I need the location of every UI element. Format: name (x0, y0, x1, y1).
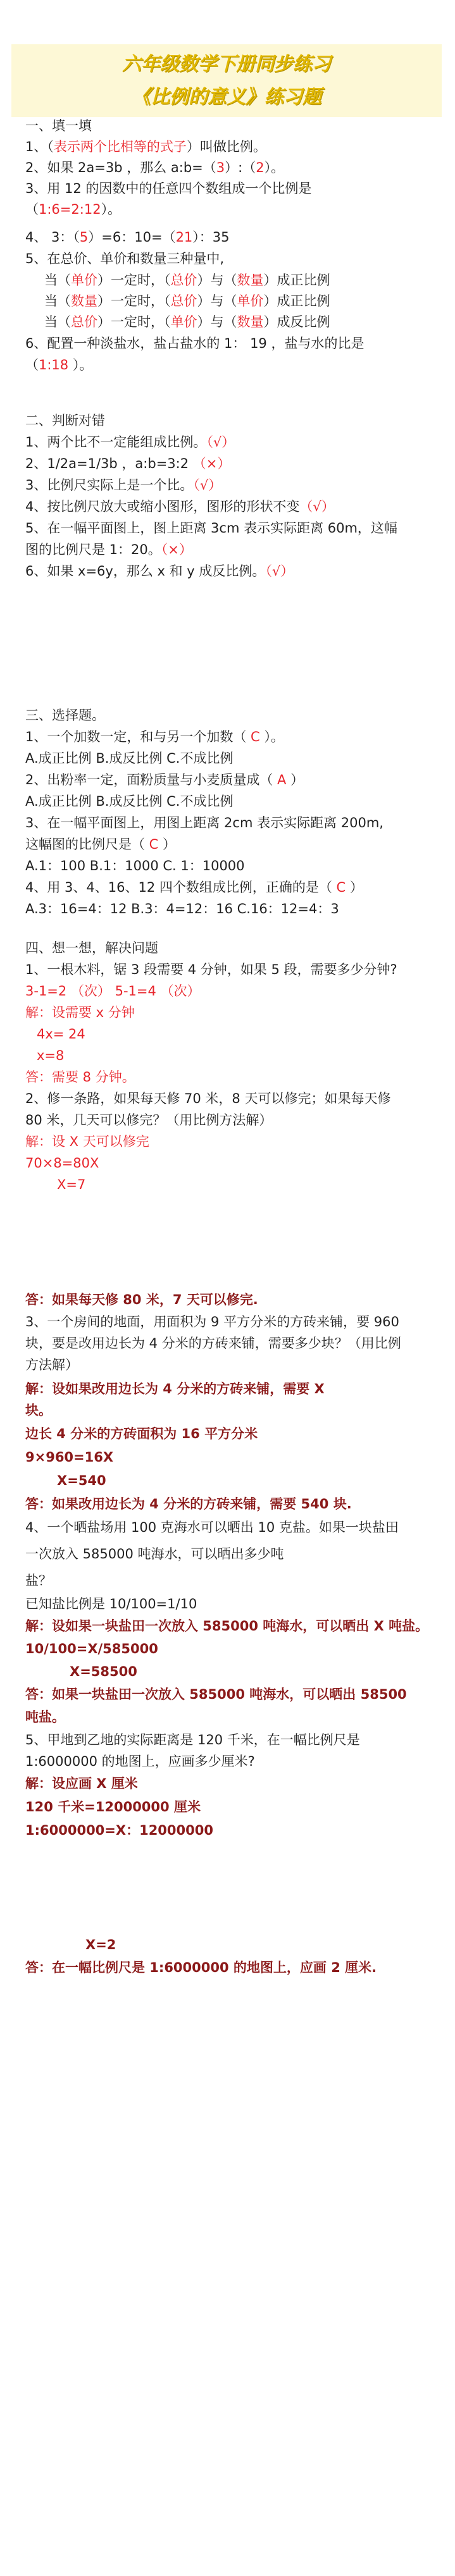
answer: （×） (161, 542, 192, 557)
text: 当（ (44, 273, 71, 288)
s4-question-4-line4: 已知盐比例是 10/100=1/10 (25, 1596, 197, 1612)
title-line-2: 《比例的意义》练习题 (132, 86, 321, 108)
text: ）成正比例 (263, 273, 330, 288)
s4-question-4-line2: 一次放入 585000 吨海水，可以晒出多少吨 (25, 1546, 284, 1562)
answer: A (273, 772, 291, 787)
s2-question-6 (25, 562, 294, 581)
title-banner (11, 44, 442, 117)
s4-q5-answer-4: X=2 (85, 1937, 116, 1952)
s4-question-3-line1: 3、一个房间的地面，用面积为 9 平方分米的方砖来铺，要 960 (25, 1314, 399, 1329)
s3-question-4-options: A.3：16=4：12 B.3：4=12：16 C.16：12=4：3 (25, 901, 339, 916)
text: （ (25, 202, 39, 217)
text: ）一定时，（ (97, 314, 171, 330)
text: 当（ (44, 293, 71, 309)
s4-q3-answer-5: 答：如果改用边长为 4 分米的方砖来铺，需要 540 块. (25, 1496, 352, 1512)
text: ）成正比例 (263, 293, 330, 309)
s4-question-2-line1: 2、修一条路，如果每天修 70 米，8 天可以修完；如果每天修 (25, 1091, 391, 1106)
s4-question-4-line3: 盐？ (25, 1573, 52, 1588)
text: 1、两个比不一定能组成比例。 (25, 434, 207, 450)
s1-question-5a (44, 271, 330, 290)
s3-question-4 (25, 878, 363, 897)
s1-question-3-line2 (25, 200, 121, 219)
text: ）:（ (225, 160, 256, 175)
text: ）与（ (197, 273, 237, 288)
text: 当（ (44, 314, 71, 330)
answer: 单价 (170, 314, 197, 330)
text: 2、1/2a=1/3b ，a:b=3:2 (25, 456, 193, 471)
answer: 总价 (170, 273, 197, 288)
text: ）一定时，（ (97, 293, 171, 309)
s2-question-3 (25, 476, 221, 495)
s4-q3-answer-4: X=540 (57, 1473, 106, 1488)
answer: 总价 (170, 293, 197, 309)
answer: C (246, 729, 265, 744)
answer: C (332, 880, 350, 895)
answer: 数量 (237, 273, 264, 288)
s4-q5-answer-3: 1:6000000=X：12000000 (25, 1823, 213, 1838)
answer: 总价 (71, 314, 97, 330)
text: ） (290, 772, 304, 787)
s4-q5-answer-5: 答：在一幅比例尺是 1:6000000 的地图上，应画 2 厘米. (25, 1960, 377, 1975)
section-3-heading: 三、选择题。 (25, 708, 105, 723)
section-2-heading: 二、判断对错 (25, 413, 105, 428)
text: ）。 (68, 357, 93, 373)
s4-q1-answer-5: 答：需要 8 分钟。 (25, 1069, 135, 1085)
text: ） (163, 837, 177, 852)
s4-q4-answer-4b: 吨盐。 (25, 1710, 65, 1725)
s1-question-6-line1: 6、配置一种淡盐水，盐占盐水的 1： 19 ，盐与水的比是 (25, 336, 365, 351)
s4-q1-answer-1: 3-1=2 （次） 5-1=4 （次） (25, 983, 201, 999)
text: 6、如果 x=6y，那么 x 和 y 成反比例。 (25, 564, 266, 579)
s1-question-5: 5、在总价、单价和数量三种量中, (25, 251, 225, 266)
s4-q4-answer-4: 答：如果一块盐田一次放入 585000 吨海水，可以晒出 58500 (25, 1687, 407, 1702)
s4-q3-answer-2: 边长 4 分米的方砖面积为 16 平方分米 (25, 1426, 258, 1441)
s3-question-3-options: A.1：100 B.1：1000 C. 1：10000 (25, 858, 245, 873)
text: 1、（ (25, 139, 54, 154)
s3-question-3-line2 (25, 835, 176, 854)
answer: 表示两个比相等的式子 (53, 139, 187, 154)
s4-q2-answer-3: X=7 (57, 1177, 86, 1192)
answer: （√） (193, 478, 222, 493)
s3-question-1 (25, 727, 284, 746)
s4-question-5-line2: 1:6000000 的地图上，应画多少厘米? (25, 1754, 255, 1769)
text: 3、比例尺实际上是一个比。 (25, 478, 194, 493)
s4-question-4-line1: 4、一个晒盐场用 100 克海水可以晒出 10 克盐。如果一块盐田 (25, 1520, 399, 1535)
s2-question-5-line2 (25, 540, 192, 559)
text: ）。 (264, 160, 285, 175)
answer: 数量 (237, 314, 264, 330)
text: ）一定时，（ (97, 273, 171, 288)
s2-question-4 (25, 497, 335, 516)
answer: （√） (265, 564, 294, 579)
s1-question-5c (44, 312, 330, 331)
text: 4、按比例尺放大或缩小图形，图形的形状不变 (25, 499, 300, 514)
s3-question-1-options: A.成正比例 B.成反比例 C.不成比例 (25, 751, 234, 766)
text: 4、用 3、4、16、12 四个数组成比例，正确的是（ (25, 880, 332, 895)
s2-question-1 (25, 433, 235, 452)
answer: C (145, 837, 163, 852)
text: 2、如果 2a=3b ，那么 a:b=（ (25, 160, 216, 175)
s4-question-2-line2: 80 米，几天可以修完？（用比例方法解） (25, 1112, 273, 1128)
text: 图的比例尺是 1：20。 (25, 542, 161, 557)
s4-q1-answer-4: x=8 (37, 1048, 65, 1063)
s4-question-5-line1: 5、甲地到乙地的实际距离是 120 千米，在一幅比例尺是 (25, 1732, 360, 1747)
text: ）成反比例 (263, 314, 330, 330)
answer: 3 (216, 160, 225, 175)
section-1-heading: 一、填一填 (25, 118, 92, 133)
text: 1、一个加数一定，和与另一个加数（ (25, 729, 247, 744)
s4-q2-answer-4: 答：如果每天修 80 米，7 天可以修完. (25, 1292, 258, 1307)
s4-q3-answer-1: 解：设如果改用边长为 4 分米的方砖来铺，需要 X (25, 1381, 325, 1396)
text: ）=6：10=（ (88, 230, 176, 245)
text: 4、 3：（ (25, 230, 80, 245)
text: ） (349, 880, 363, 895)
section-4-heading: 四、想一想，解决问题 (25, 940, 158, 956)
s4-q1-answer-2: 解：设需要 x 分钟 (25, 1005, 135, 1020)
s4-q3-answer-3: 9×960=16X (25, 1450, 114, 1465)
text: ）。 (101, 202, 122, 217)
s4-q4-answer-1: 解：设如果一块盐田一次放入 585000 吨海水，可以晒出 X 吨盐。 (25, 1618, 429, 1634)
s4-q3-answer-1b: 块。 (25, 1403, 52, 1418)
s4-q4-answer-2: 10/100=X/585000 (25, 1641, 158, 1656)
s4-q1-answer-3: 4x= 24 (37, 1026, 85, 1042)
answer: 数量 (71, 293, 97, 309)
text: ）：35 (192, 230, 230, 245)
text: （ (25, 357, 39, 373)
s4-q4-answer-3: X=58500 (70, 1664, 137, 1679)
s4-q2-answer-2: 70×8=80X (25, 1156, 99, 1171)
answer: 21 (175, 230, 193, 245)
s4-q5-answer-2: 120 千米=12000000 厘米 (25, 1799, 201, 1815)
text: ）叫做比例。 (186, 139, 266, 154)
s2-question-2 (25, 454, 230, 473)
text: ）与（ (197, 314, 237, 330)
text: 2、出粉率一定，面粉质量与小麦质量成（ (25, 772, 273, 787)
s4-question-1: 1、一根木料，锯 3 段需要 4 分钟，如果 5 段，需要多少分钟? (25, 962, 397, 977)
answer: （×） (192, 456, 231, 471)
answer: 1:18 (39, 357, 69, 373)
s4-q2-answer-1: 解：设 X 天可以修完 (25, 1134, 149, 1149)
text: 这幅图的比例尺是（ (25, 837, 145, 852)
s1-question-4 (25, 228, 230, 247)
s1-question-6-line2 (25, 355, 92, 374)
s1-question-5b (44, 292, 330, 311)
text: ）与（ (197, 293, 237, 309)
s3-question-3-line1: 3、在一幅平面图上，用图上距离 2cm 表示实际距离 200m, (25, 815, 383, 830)
answer: 1:6=2:12 (39, 202, 101, 217)
s3-question-2-options: A.成正比例 B.成反比例 C.不成比例 (25, 794, 234, 809)
answer: 单价 (71, 273, 97, 288)
answer: 单价 (237, 293, 264, 309)
s1-question-2 (25, 158, 284, 177)
answer: （√） (299, 499, 335, 514)
s3-question-2 (25, 770, 304, 789)
s4-question-3-line2: 块，要是改用边长为 4 分米的方砖来铺，需要多少块？（用比例 (25, 1336, 401, 1351)
s4-q5-answer-1: 解：设应画 X 厘米 (25, 1776, 138, 1791)
s1-question-3-line1: 3、用 12 的因数中的任意四个数组成一个比例是 (25, 181, 312, 196)
s4-question-3-line3: 方法解） (25, 1357, 78, 1372)
s2-question-5-line1: 5、在一幅平面图上，图上距离 3cm 表示实际距离 60m，这幅 (25, 521, 397, 536)
answer: （√） (206, 434, 235, 450)
title-line-1: 六年级数学下册同步练习 (122, 53, 331, 75)
answer: 5 (79, 230, 89, 245)
text: ）。 (264, 729, 284, 744)
answer: 2 (256, 160, 265, 175)
s1-question-1 (25, 137, 266, 156)
